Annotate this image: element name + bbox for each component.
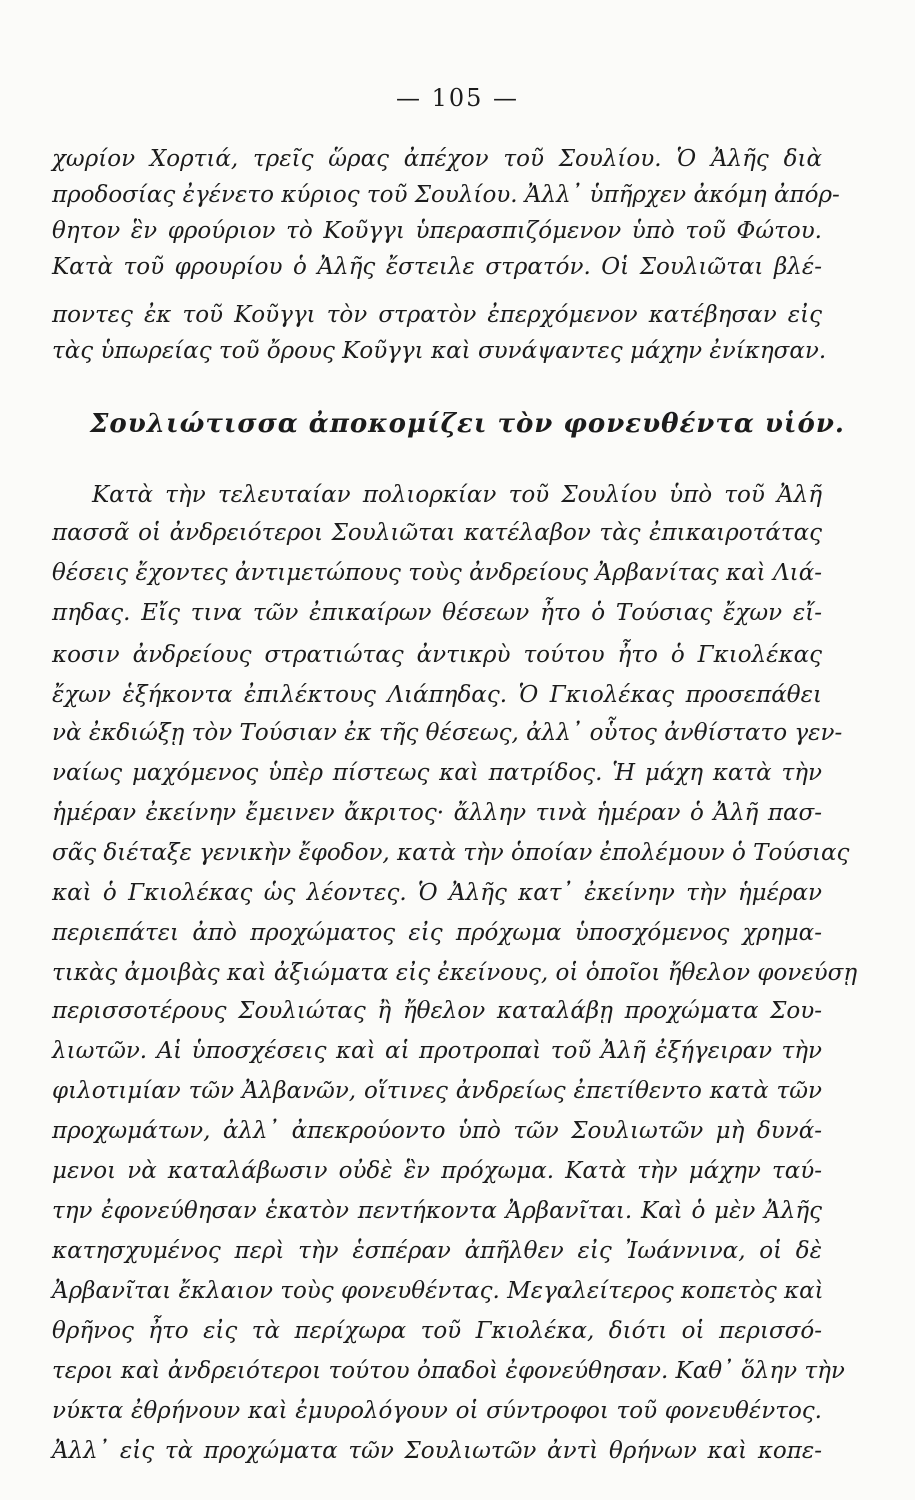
page-number: — 105 — bbox=[395, 84, 520, 112]
text-line: τὰς ὑπωρείας τοῦ ὄρους Κοῦγγι καὶ συνάψαντες μάχην ἐνίκησαν. bbox=[52, 338, 827, 364]
text-line: φιλοτιμίαν τῶν Ἀλβανῶν, οἵτινες ἀνδρείως ἐπετίθεντο κατὰ τῶν bbox=[52, 1078, 822, 1104]
text-line: προχωμάτων, ἀλλ᾽ ἀπεκρούοντο ὑπὸ τῶν Σουλιωτῶν μὴ δυνά- bbox=[52, 1118, 822, 1144]
text-line: Ἀρβανῖται ἔκλαιον τοὺς φονευθέντας. Μεγαλείτερος κοπετὸς καὶ bbox=[52, 1278, 824, 1304]
text-line: την ἐφονεύθησαν ἑκατὸν πεντήκοντα Ἀρβανῖται. Καὶ ὁ μὲν Ἀλῆς bbox=[52, 1198, 822, 1224]
text-line: χωρίον Χορτιά, τρεῖς ὥρας ἀπέχον τοῦ Σουλίου. Ὁ Ἀλῆς διὰ bbox=[52, 146, 822, 172]
text-line: τεροι καὶ ἀνδρειότεροι τούτου ὀπαδοὶ ἐφονεύθησαν. Καθ᾽ ὅλην τὴν bbox=[52, 1358, 845, 1384]
text-line: νὰ ἐκδιώξῃ τὸν Τούσιαν ἐκ τῆς θέσεως, ἀλλ᾽ οὗτος ἀνθίστατο γεν- bbox=[52, 720, 843, 746]
text-line: πηδας. Εἴς τινα τῶν ἐπικαίρων θέσεων ἦτο ὁ Τούσιας ἔχων εἴ- bbox=[52, 600, 822, 626]
text-line: λιωτῶν. Αἱ ὑποσχέσεις καὶ αἱ προτροπαὶ τοῦ Ἀλῆ ἐξήγειραν τὴν bbox=[52, 1038, 822, 1064]
text-line: Κατὰ τοῦ φρουρίου ὁ Ἀλῆς ἔστειλε στρατόν. Οἱ Σουλιῶται βλέ- bbox=[52, 254, 822, 280]
text-line: νύκτα ἐθρήνουν καὶ ἐμυρολόγουν οἱ σύντροφοι τοῦ φονευθέντος. bbox=[52, 1398, 822, 1424]
text-line: θέσεις ἔχοντες ἀντιμετώπους τοὺς ἀνδρείους Ἀρβανίτας καὶ Λιά- bbox=[52, 560, 822, 586]
text-line: ναίως μαχόμενος ὑπὲρ πίστεως καὶ πατρίδος. Ἡ μάχη κατὰ τὴν bbox=[52, 760, 822, 786]
text-line: ποντες ἐκ τοῦ Κοῦγγι τὸν στρατὸν ἐπερχόμενον κατέβησαν εἰς bbox=[52, 302, 822, 328]
text-line: περιεπάτει ἀπὸ προχώματος εἰς πρόχωμα ὑποσχόμενος χρημα- bbox=[52, 920, 822, 946]
text-line: Ἀλλ᾽ εἰς τὰ προχώματα τῶν Σουλιωτῶν ἀντὶ θρήνων καὶ κοπε- bbox=[52, 1438, 822, 1464]
text-line: καὶ ὁ Γκιολέκας ὡς λέοντες. Ὁ Ἀλῆς κατ᾽ ἐκείνην τὴν ἡμέραν bbox=[52, 880, 822, 906]
section-heading: Σουλιώτισσα ἀποκομίζει τὸν φονευθέντα υἱόν. bbox=[90, 409, 845, 439]
text-line: ἡμέραν ἐκείνην ἔμεινεν ἄκριτος· ἄλλην τινὰ ἡμέραν ὁ Ἀλῆ πασ- bbox=[52, 800, 822, 826]
text-line: θητον ἓν φρούριον τὸ Κοῦγγι ὑπερασπιζόμενον ὑπὸ τοῦ Φώτου. bbox=[52, 218, 822, 244]
text-line: περισσοτέρους Σουλιώτας ἢ ἤθελον καταλάβῃ προχώματα Σου- bbox=[52, 998, 822, 1024]
text-line: σᾶς διέταξε γενικὴν ἔφοδον, κατὰ τὴν ὁποίαν ἐπολέμουν ὁ Τούσιας bbox=[52, 840, 850, 866]
text-line: κοσιν ἀνδρείους στρατιώτας ἀντικρὺ τούτου ἦτο ὁ Γκιολέκας bbox=[52, 642, 822, 668]
text-line: μενοι νὰ καταλάβωσιν οὐδὲ ἓν πρόχωμα. Κατὰ τὴν μάχην ταύ- bbox=[52, 1158, 822, 1184]
text-line: θρῆνος ἦτο εἰς τὰ περίχωρα τοῦ Γκιολέκα, διότι οἱ περισσό- bbox=[52, 1318, 822, 1344]
text-line: τικὰς ἀμοιβὰς καὶ ἀξιώματα εἰς ἐκείνους, οἱ ὁποῖοι ἤθελον φονεύσῃ bbox=[52, 960, 858, 986]
text-line: κατησχυμένος περὶ τὴν ἑσπέραν ἀπῆλθεν εἰς Ἰωάννινα, οἱ δὲ bbox=[52, 1238, 822, 1264]
text-line: προδοσίας ἐγένετο κύριος τοῦ Σουλίου. Ἀλλ᾽ ὑπῆρχεν ἀκόμη ἀπόρ- bbox=[52, 182, 840, 208]
text-line: πασσᾶ οἱ ἀνδρειότεροι Σουλιῶται κατέλαβον τὰς ἐπικαιροτάτας bbox=[52, 520, 822, 546]
text-line: ἔχων ἑξήκοντα ἐπιλέκτους Λιάπηδας. Ὁ Γκιολέκας προσεπάθει bbox=[52, 682, 822, 708]
text-line: Κατὰ τὴν τελευταίαν πολιορκίαν τοῦ Σουλίου ὑπὸ τοῦ Ἀλῆ bbox=[92, 482, 822, 508]
